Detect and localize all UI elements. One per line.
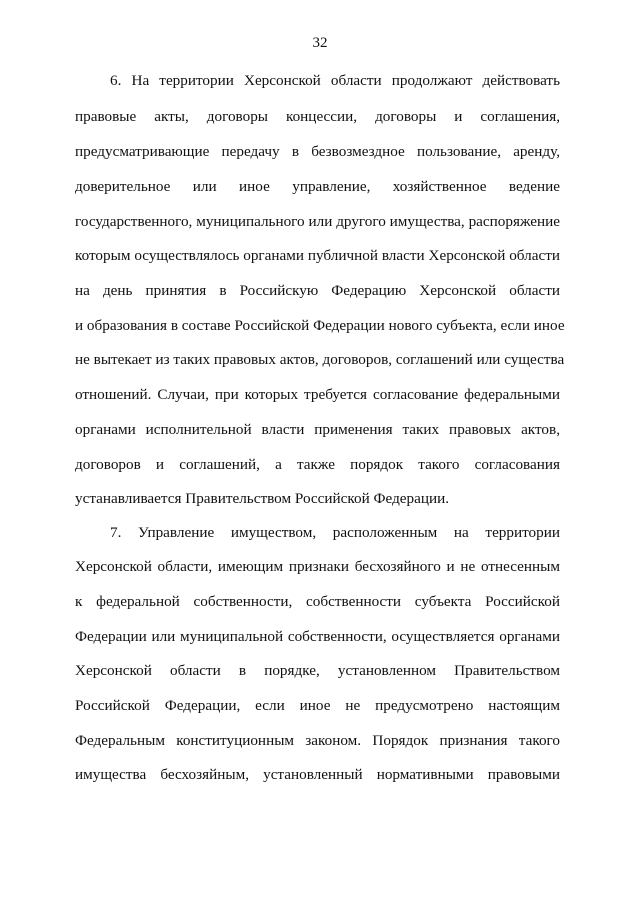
paragraph-line: не вытекает из таких правовых актов, договоров, соглашений или существа — [75, 351, 565, 368]
paragraph-line: Херсонской области, имеющим признаки бесхозяйного и не отнесенным — [75, 558, 560, 575]
paragraph-line: на день принятия в Российскую Федерацию Херсонской области — [75, 282, 560, 299]
paragraph-line: Российской Федерации, если иное не предусмотрено настоящим — [75, 697, 560, 714]
paragraph-line: имущества бесхозяйным, установленный нормативными правовыми — [75, 766, 560, 783]
paragraph-line: 6. На территории Херсонской области продолжают действовать — [110, 72, 560, 89]
paragraph-line: договоров и соглашений, а также порядок такого согласования — [75, 456, 560, 473]
paragraph-line: предусматривающие передачу в безвозмездное пользование, аренду, — [75, 143, 560, 160]
paragraph-line: Херсонской области в порядке, установленном Правительством — [75, 662, 560, 679]
paragraph-line: которым осуществлялось органами публичной власти Херсонской области — [75, 247, 560, 264]
page-number: 32 — [312, 35, 328, 51]
paragraph-line: 7. Управление имуществом, расположенным на территории — [110, 524, 560, 541]
paragraph-line: органами исполнительной власти применения таких правовых актов, — [75, 421, 560, 438]
paragraph-line: государственного, муниципального или другого имущества, распоряжение — [75, 213, 560, 230]
paragraph-line: и образования в составе Российской Федерации нового субъекта, если иное — [75, 317, 565, 334]
paragraph-line: отношений. Случаи, при которых требуется согласование федеральными — [75, 386, 560, 403]
paragraph-line: доверительное или иное управление, хозяйственное ведение — [75, 178, 560, 195]
paragraph-line: Федерации или муниципальной собственности, осуществляется органами — [75, 628, 560, 645]
paragraph-line: к федеральной собственности, собственности субъекта Российской — [75, 593, 560, 610]
paragraph-line: правовые акты, договоры концессии, договоры и соглашения, — [75, 108, 560, 125]
paragraph-line: устанавливается Правительством Российской Федерации. — [75, 490, 450, 507]
paragraph-line: Федеральным конституционным законом. Порядок признания такого — [75, 732, 560, 749]
